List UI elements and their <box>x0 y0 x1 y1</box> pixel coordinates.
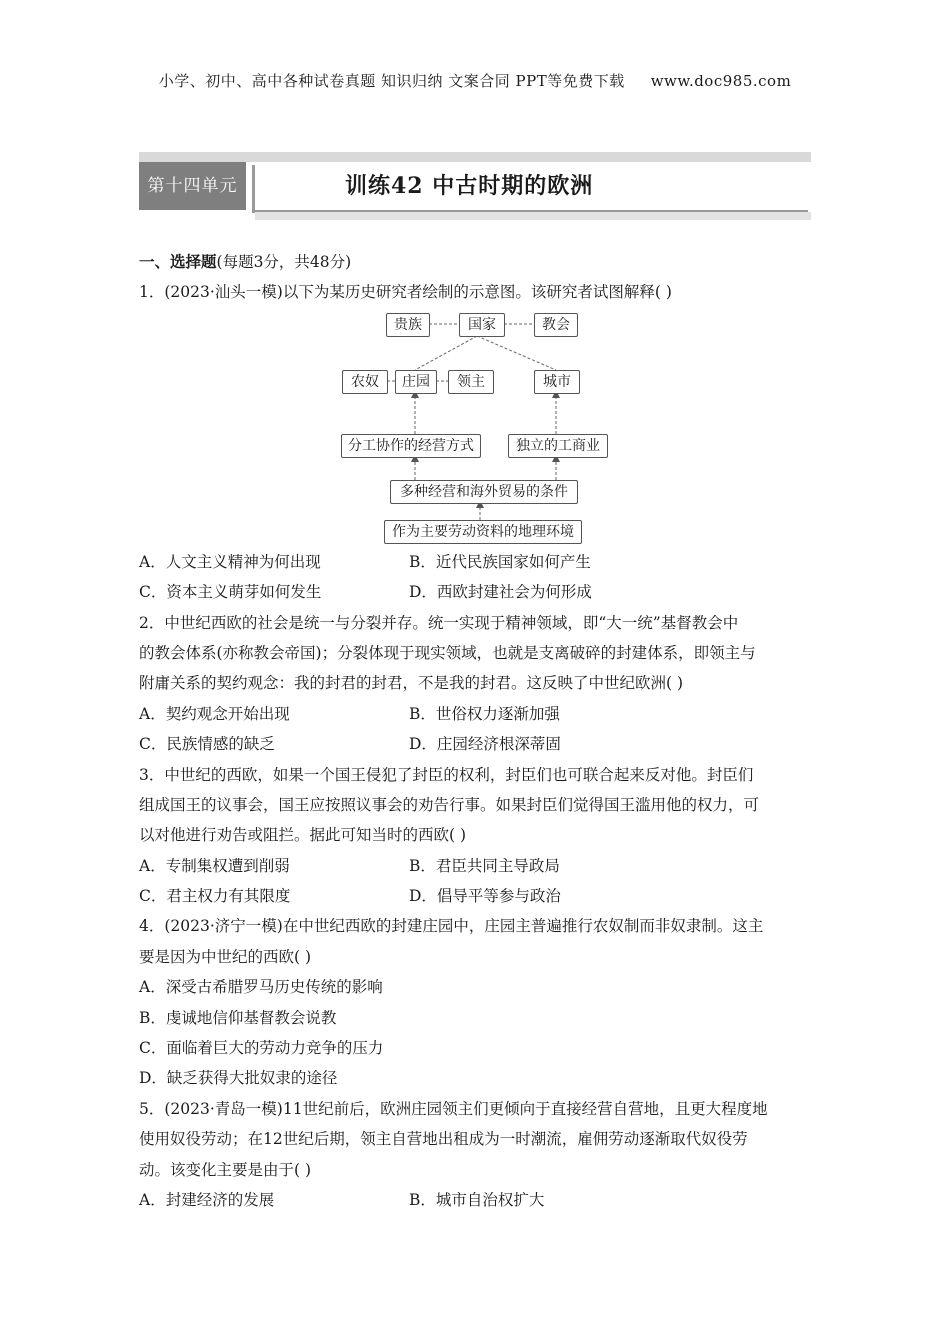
option-a[interactable]: A．专制集权遭到削弱 <box>139 856 290 875</box>
link-state-manor <box>415 336 477 370</box>
question-text: 中世纪的西欧，如果一个国王侵犯了封臣的权利，封臣们也可联合起来反对他。封臣们 <box>164 765 754 784</box>
node-state: 国家 <box>459 313 505 337</box>
banner-stripe <box>139 152 811 162</box>
node-city: 城市 <box>534 370 580 394</box>
history-diagram <box>139 308 811 547</box>
section-heading <box>139 247 811 277</box>
option-b[interactable]: B．城市自治权扩大 <box>409 1190 545 1209</box>
question-5-stem-cont: 动。该变化主要是由于( ) <box>139 1160 312 1179</box>
option-a[interactable]: A．深受古希腊罗马历史传统的影响 <box>139 978 383 997</box>
unit-banner <box>139 152 811 224</box>
option-a[interactable]: A．封建经济的发展 <box>139 1190 275 1209</box>
exercise-content <box>139 247 811 1215</box>
question-text: 中世纪西欧的社会是统一与分裂并存。统一实现于精神领域，即“大一统”基督教会中 <box>164 613 739 632</box>
question-3-options-row <box>139 851 811 881</box>
section-title: 一、选择题 <box>139 252 217 271</box>
node-lord: 领主 <box>448 370 494 394</box>
node-nobles: 贵族 <box>386 313 430 337</box>
node-industry: 独立的工商业 <box>508 434 608 458</box>
node-church: 教会 <box>534 313 578 337</box>
question-1-stem <box>139 277 811 307</box>
question-1-options-row <box>139 577 811 607</box>
node-manor: 庄园 <box>395 370 437 394</box>
question-2-options-row <box>139 699 811 729</box>
option-c[interactable]: C．资本主义萌芽如何发生 <box>139 583 322 602</box>
question-5-stem <box>139 1094 811 1124</box>
question-number: 2． <box>139 613 165 632</box>
question-5-stem-cont: 使用奴役劳动；在12世纪后期，领主自营地出租成为一时潮流，雇佣劳动逐渐取代奴役劳 <box>139 1130 748 1149</box>
question-text: 在中世纪西欧的封建庄园中，庄园主普遍推行农奴制而非奴隶制。这主 <box>282 917 764 936</box>
question-2-options-row <box>139 729 811 759</box>
question-2-stem-cont: 的教会体系(亦称教会帝国)；分裂体现于现实领域，也就是支离破碎的封建体系，即领主与 <box>139 643 756 662</box>
question-source: (2023·济宁一模) <box>164 917 283 936</box>
question-number: 5． <box>139 1099 165 1118</box>
question-3-stem <box>139 760 811 790</box>
question-number: 1． <box>139 283 165 302</box>
title-box <box>255 162 811 210</box>
option-a[interactable]: A．契约观念开始出现 <box>139 704 290 723</box>
question-text: 11世纪前后，欧洲庄园领主们更倾向于直接经营自营地，且更大程度地 <box>282 1099 768 1118</box>
node-serfs: 农奴 <box>342 370 388 394</box>
option-b[interactable]: B．君臣共同主导政局 <box>409 856 560 875</box>
option-d[interactable]: D．西欧封建社会为何形成 <box>409 583 592 602</box>
page-title: 训练42 中古时期的欧洲 <box>345 173 594 199</box>
question-source: (2023·汕头一模) <box>164 283 283 302</box>
question-3-stem-cont: 组成国王的议事会，国王应按照议事会的劝告行事。如果封臣们觉得国王滥用他的权力，可 <box>139 795 760 814</box>
question-2-stem <box>139 608 811 638</box>
question-3-stem-cont: 以对他进行劝告或阻拦。据此可知当时的西欧( ) <box>139 826 467 845</box>
question-4-stem-cont: 要是因为中世纪的西欧( ) <box>139 947 312 966</box>
question-4-stem <box>139 911 811 941</box>
option-c[interactable]: C．君主权力有其限度 <box>139 887 291 906</box>
question-5-options-row <box>139 1185 811 1215</box>
option-c[interactable]: C．面临着巨大的劳动力竞争的压力 <box>139 1039 384 1058</box>
question-source: (2023·青岛一模) <box>164 1099 283 1118</box>
question-number: 4． <box>139 917 165 936</box>
option-c[interactable]: C．民族情感的缺乏 <box>139 735 275 754</box>
option-b[interactable]: B．虔诚地信仰基督教会说教 <box>139 1008 337 1027</box>
node-conditions: 多种经营和海外贸易的条件 <box>390 480 578 504</box>
node-environment: 作为主要劳动资料的地理环境 <box>384 520 582 544</box>
page-header <box>0 70 950 91</box>
option-a[interactable]: A．人文主义精神为何出现 <box>139 552 321 571</box>
option-d[interactable]: D．庄园经济根深蒂固 <box>409 735 561 754</box>
node-division: 分工协作的经营方式 <box>341 434 481 458</box>
option-d[interactable]: D．倡导平等参与政治 <box>409 887 561 906</box>
option-b[interactable]: B．世俗权力逐渐加强 <box>409 704 560 723</box>
question-1-options-row <box>139 547 811 577</box>
option-d[interactable]: D．缺乏获得大批奴隶的途径 <box>139 1069 338 1088</box>
section-note: (每题3分，共48分) <box>216 253 352 271</box>
option-b[interactable]: B．近代民族国家如何产生 <box>409 552 591 571</box>
question-2-stem-cont: 附庸关系的契约观念：我的封君的封君，不是我的封君。这反映了中世纪欧洲( ) <box>139 674 684 693</box>
question-3-options-row <box>139 881 811 911</box>
link-state-city <box>477 336 556 370</box>
question-number: 3． <box>139 765 165 784</box>
unit-label: 第十四单元 <box>139 162 246 210</box>
question-text: 以下为某历史研究者绘制的示意图。该研究者试图解释( ) <box>282 283 672 302</box>
diagram-connectors <box>139 308 811 547</box>
header-text: 小学、初中、高中各种试卷真题 知识归纳 文案合同 PPT等免费下载 <box>158 72 625 90</box>
header-site[interactable]: www.doc985.com <box>650 72 792 90</box>
banner-base <box>255 212 811 220</box>
